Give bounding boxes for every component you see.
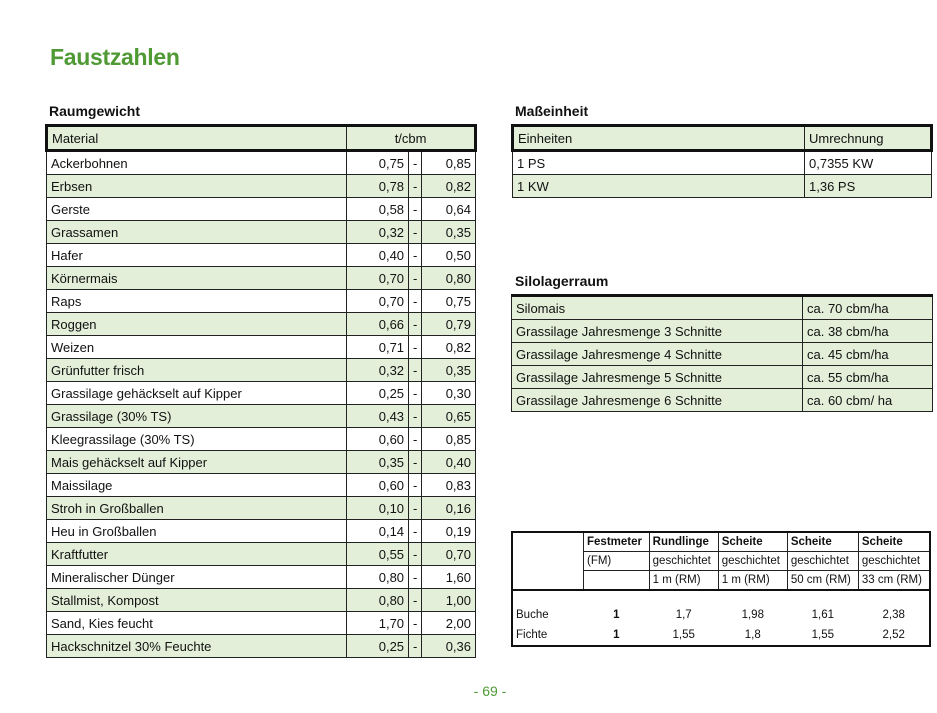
table-row <box>512 343 933 366</box>
min-value-cell: 0,75 <box>347 151 409 175</box>
min-value-cell: 0,55 <box>347 543 409 566</box>
conversion-value-cell: 1,55 <box>811 629 835 641</box>
masseinheit-heading: Maßeinheit <box>515 103 589 119</box>
max-value-cell: 0,40 <box>422 451 476 474</box>
unit-cell: 1 PS <box>513 151 805 175</box>
min-value-cell: 0,25 <box>347 382 409 405</box>
range-separator: - <box>409 359 422 382</box>
material-cell: Kraftfutter <box>47 543 347 566</box>
min-value-cell: 0,40 <box>347 244 409 267</box>
range-separator: - <box>409 635 422 658</box>
min-value-cell: 0,32 <box>347 359 409 382</box>
material-cell: Hackschnitzel 30% Feuchte <box>47 635 347 658</box>
range-separator: - <box>409 589 422 612</box>
scheite-33cm-header: Scheite <box>858 532 930 552</box>
table-row <box>47 198 476 221</box>
min-value-cell: 0,80 <box>347 589 409 612</box>
range-separator: - <box>409 382 422 405</box>
max-value-cell: 0,16 <box>422 497 476 520</box>
conversion-value-cell: 1,61 <box>811 609 835 621</box>
sub2-cell: 33 cm (RM) <box>858 571 930 591</box>
raumgewicht-header-row <box>47 126 476 151</box>
table-row <box>47 336 476 359</box>
range-separator: - <box>409 428 422 451</box>
max-value-cell: 1,00 <box>422 589 476 612</box>
min-value-cell: 0,14 <box>347 520 409 543</box>
material-cell: Körnermais <box>47 267 347 290</box>
festmeter-spacer-row <box>512 590 930 605</box>
min-value-cell: 0,60 <box>347 428 409 451</box>
conversion-value-cell: 1,98 <box>741 609 764 621</box>
max-value-cell: 0,80 <box>422 267 476 290</box>
silo-value-cell: ca. 55 cbm/ha <box>803 366 933 389</box>
range-separator: - <box>409 612 422 635</box>
sub2-cell <box>584 571 650 591</box>
conversion-value-cell: 1,7 <box>675 609 692 621</box>
material-cell: Kleegrassilage (30% TS) <box>47 428 347 451</box>
max-value-cell: 0,79 <box>422 313 476 336</box>
material-cell: Grassilage (30% TS) <box>47 405 347 428</box>
material-cell: Gerste <box>47 198 347 221</box>
page-title: Faustzahlen <box>50 44 180 70</box>
table-row <box>512 296 933 320</box>
max-value-cell: 2,00 <box>422 612 476 635</box>
min-value-cell: 0,32 <box>347 221 409 244</box>
silo-item-cell: Grassilage Jahresmenge 6 Schnitte <box>512 389 803 412</box>
material-cell: Raps <box>47 290 347 313</box>
material-cell: Mineralischer Dünger <box>47 566 347 589</box>
max-value-cell: 0,75 <box>422 290 476 313</box>
table-row <box>47 520 476 543</box>
table-row <box>47 382 476 405</box>
table-row <box>512 605 930 625</box>
table-row <box>47 405 476 428</box>
conversion-value-cell: 2,38 <box>882 609 905 621</box>
sub2-cell: 1 m (RM) <box>649 571 718 591</box>
material-cell: Ackerbohnen <box>47 151 347 175</box>
material-cell: Maissilage <box>47 474 347 497</box>
material-cell: Grassilage gehäckselt auf Kipper <box>47 382 347 405</box>
fm-cell: 1 <box>613 629 620 641</box>
sub1-cell: geschichtet <box>787 552 858 571</box>
min-value-cell: 0,60 <box>347 474 409 497</box>
max-value-cell: 0,85 <box>422 428 476 451</box>
max-value-cell: 0,50 <box>422 244 476 267</box>
range-separator: - <box>409 497 422 520</box>
table-row <box>47 635 476 658</box>
table-row <box>47 451 476 474</box>
range-separator: - <box>409 198 422 221</box>
table-row <box>47 566 476 589</box>
sub2-cell: 1 m (RM) <box>718 571 787 591</box>
max-value-cell: 0,70 <box>422 543 476 566</box>
material-cell: Heu in Großballen <box>47 520 347 543</box>
table-row <box>512 320 933 343</box>
festmeter-header: Festmeter <box>584 532 650 552</box>
min-value-cell: 0,58 <box>347 198 409 221</box>
table-row <box>47 612 476 635</box>
raumgewicht-heading: Raumgewicht <box>49 103 141 119</box>
max-value-cell: 0,36 <box>422 635 476 658</box>
conversion-value-cell: 2,52 <box>882 629 905 641</box>
material-cell: Mais gehäckselt auf Kipper <box>47 451 347 474</box>
sub1-cell: (FM) <box>584 552 650 571</box>
page-number: - 69 - <box>473 683 507 699</box>
col-material-header: Material <box>47 126 347 151</box>
min-value-cell: 0,25 <box>347 635 409 658</box>
material-cell: Sand, Kies feucht <box>47 612 347 635</box>
material-cell: Grassamen <box>47 221 347 244</box>
min-value-cell: 0,71 <box>347 336 409 359</box>
conversion-value-cell: 1,8 <box>744 629 761 641</box>
min-value-cell: 0,70 <box>347 267 409 290</box>
range-separator: - <box>409 244 422 267</box>
col-umrechnung-header: Umrechnung <box>805 126 932 151</box>
unit-cell: 1 KW <box>513 175 805 198</box>
sub1-cell: geschichtet <box>718 552 787 571</box>
conversion-cell: 1,36 PS <box>805 175 932 198</box>
max-value-cell: 0,64 <box>422 198 476 221</box>
sub1-cell: geschichtet <box>649 552 718 571</box>
masseinheit-header-row <box>513 126 932 151</box>
material-cell: Erbsen <box>47 175 347 198</box>
masseinheit-table <box>511 124 933 198</box>
silo-value-cell: ca. 70 cbm/ha <box>803 296 933 320</box>
silo-value-cell: ca. 60 cbm/ ha <box>803 389 933 412</box>
table-row <box>512 625 930 646</box>
min-value-cell: 0,10 <box>347 497 409 520</box>
sub2-cell: 50 cm (RM) <box>787 571 858 591</box>
material-cell: Grünfutter frisch <box>47 359 347 382</box>
table-row <box>47 313 476 336</box>
scheite-1m-header: Scheite <box>718 532 787 552</box>
table-row <box>512 366 933 389</box>
table-row <box>47 497 476 520</box>
table-row <box>47 589 476 612</box>
sub1-cell: geschichtet <box>858 552 930 571</box>
wood-type-cell: Buche <box>516 609 549 621</box>
range-separator: - <box>409 313 422 336</box>
range-separator: - <box>409 151 422 175</box>
table-row <box>47 221 476 244</box>
max-value-cell: 0,83 <box>422 474 476 497</box>
min-value-cell: 0,35 <box>347 451 409 474</box>
max-value-cell: 0,35 <box>422 359 476 382</box>
festmeter-blank-cell <box>512 532 584 590</box>
wood-type-cell: Fichte <box>516 629 548 641</box>
table-row <box>47 267 476 290</box>
table-row <box>47 543 476 566</box>
material-cell: Weizen <box>47 336 347 359</box>
table-row <box>47 244 476 267</box>
min-value-cell: 1,70 <box>347 612 409 635</box>
range-separator: - <box>409 290 422 313</box>
table-row <box>47 151 476 175</box>
conversion-cell: 0,7355 KW <box>805 151 932 175</box>
min-value-cell: 0,43 <box>347 405 409 428</box>
range-separator: - <box>409 543 422 566</box>
silo-value-cell: ca. 38 cbm/ha <box>803 320 933 343</box>
silolagerraum-heading: Silolagerraum <box>515 273 609 289</box>
scheite-50cm-header: Scheite <box>787 532 858 552</box>
range-separator: - <box>409 520 422 543</box>
min-value-cell: 0,78 <box>347 175 409 198</box>
max-value-cell: 0,65 <box>422 405 476 428</box>
max-value-cell: 0,82 <box>422 175 476 198</box>
max-value-cell: 0,19 <box>422 520 476 543</box>
material-cell: Roggen <box>47 313 347 336</box>
range-separator: - <box>409 221 422 244</box>
max-value-cell: 1,60 <box>422 566 476 589</box>
rundlinge-header: Rundlinge <box>649 532 718 552</box>
silo-value-cell: ca. 45 cbm/ha <box>803 343 933 366</box>
festmeter-table <box>511 531 931 647</box>
silo-item-cell: Grassilage Jahresmenge 3 Schnitte <box>512 320 803 343</box>
table-row <box>512 389 933 412</box>
table-row <box>47 474 476 497</box>
conversion-value-cell: 1,55 <box>672 629 695 641</box>
table-row <box>47 290 476 313</box>
max-value-cell: 0,82 <box>422 336 476 359</box>
material-cell: Stroh in Großballen <box>47 497 347 520</box>
table-row <box>47 428 476 451</box>
range-separator: - <box>409 175 422 198</box>
range-separator: - <box>409 451 422 474</box>
min-value-cell: 0,66 <box>347 313 409 336</box>
material-cell: Hafer <box>47 244 347 267</box>
range-separator: - <box>409 405 422 428</box>
col-einheiten-header: Einheiten <box>513 126 805 151</box>
col-unit-header: t/cbm <box>347 126 476 151</box>
table-row <box>513 175 932 198</box>
range-separator: - <box>409 267 422 290</box>
raumgewicht-table <box>45 124 477 658</box>
material-cell: Stallmist, Kompost <box>47 589 347 612</box>
fm-cell: 1 <box>613 609 620 621</box>
table-row <box>513 151 932 175</box>
table-row <box>47 175 476 198</box>
max-value-cell: 0,30 <box>422 382 476 405</box>
silo-item-cell: Grassilage Jahresmenge 4 Schnitte <box>512 343 803 366</box>
max-value-cell: 0,35 <box>422 221 476 244</box>
table-row <box>47 359 476 382</box>
range-separator: - <box>409 566 422 589</box>
range-separator: - <box>409 336 422 359</box>
range-separator: - <box>409 474 422 497</box>
min-value-cell: 0,70 <box>347 290 409 313</box>
silolagerraum-table <box>511 294 933 412</box>
min-value-cell: 0,80 <box>347 566 409 589</box>
silo-item-cell: Silomais <box>512 296 803 320</box>
silo-item-cell: Grassilage Jahresmenge 5 Schnitte <box>512 366 803 389</box>
festmeter-header-row <box>512 532 930 552</box>
max-value-cell: 0,85 <box>422 151 476 175</box>
